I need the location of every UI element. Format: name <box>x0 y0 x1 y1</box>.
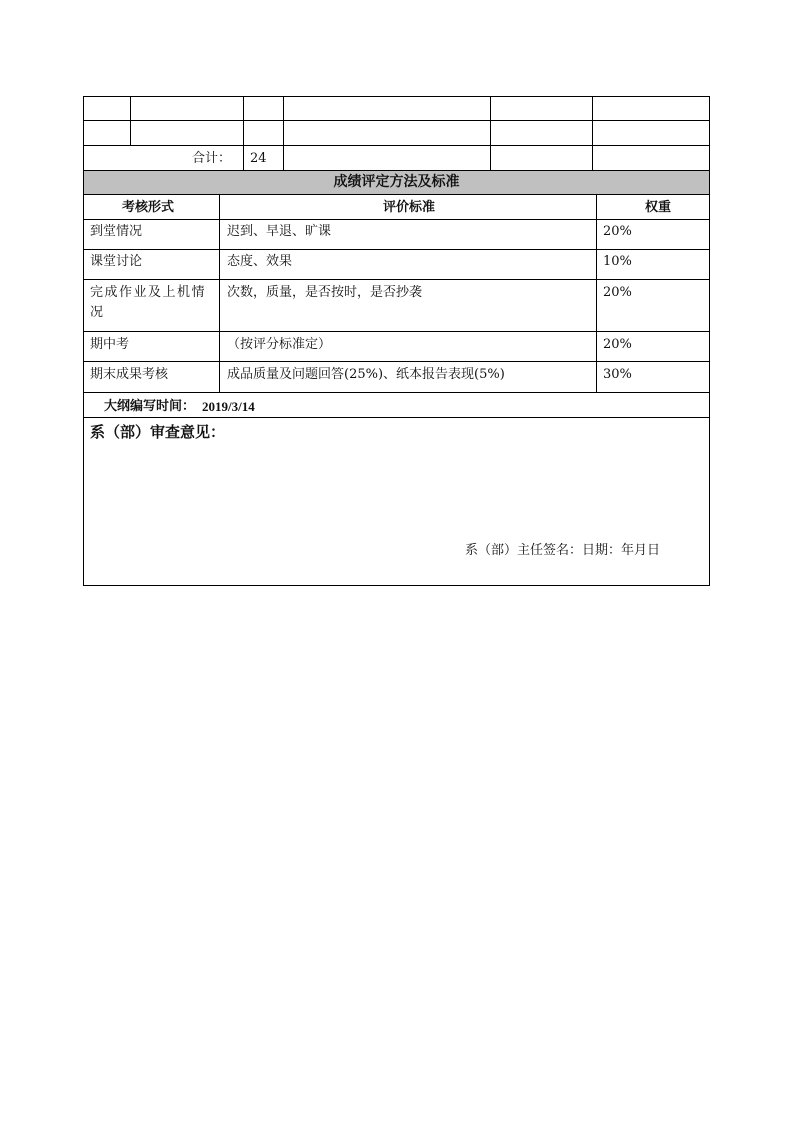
row-weight: 10% <box>603 254 632 269</box>
row-criteria: （按评分标准定） <box>227 337 332 352</box>
row-divider <box>83 279 710 280</box>
row-divider <box>83 392 710 393</box>
row-divider <box>83 361 710 362</box>
row-form: 到堂情况 <box>90 224 143 239</box>
col-divider <box>219 194 220 392</box>
col-divider <box>490 96 491 170</box>
row-form: 况 <box>90 305 104 320</box>
row-criteria: 态度、效果 <box>227 254 293 269</box>
row-divider <box>83 120 710 121</box>
col-divider <box>243 96 244 170</box>
row-divider <box>83 417 710 418</box>
row-weight: 30% <box>603 367 632 382</box>
column-header-criteria: 评价标准 <box>383 200 436 215</box>
compile-time-value: 2019/3/14 <box>202 399 255 414</box>
signature-line: 系（部）主任签名：日期：年月日 <box>465 543 661 558</box>
row-divider <box>83 194 710 195</box>
row-weight: 20% <box>603 337 632 352</box>
col-divider <box>283 96 284 170</box>
assessment-title: 成绩评定方法及标准 <box>84 171 709 194</box>
row-divider <box>83 219 710 220</box>
row-divider <box>83 331 710 332</box>
row-form: 期中考 <box>90 337 130 352</box>
col-divider <box>130 96 131 145</box>
row-form: 课堂讨论 <box>90 254 143 269</box>
row-form: 完成作业及上机情 <box>90 285 207 300</box>
review-heading: 系（部）审查意见： <box>90 423 226 441</box>
column-header-form: 考核形式 <box>122 200 175 215</box>
row-criteria: 次数，质量，是否按时，是否抄袭 <box>227 285 423 300</box>
col-divider <box>596 194 597 392</box>
row-weight: 20% <box>603 285 632 300</box>
row-form: 期末成果考核 <box>90 367 169 382</box>
row-divider <box>83 249 710 250</box>
total-label: 合计： <box>192 151 232 166</box>
col-divider <box>592 96 593 170</box>
row-criteria: 成品质量及问题回答(25%)、纸本报告表现(5%) <box>227 367 505 382</box>
row-divider <box>83 145 710 146</box>
column-header-weight: 权重 <box>645 200 672 215</box>
total-value: 24 <box>250 151 267 166</box>
row-weight: 20% <box>603 224 632 239</box>
compile-time-label: 大纲编写时间： <box>104 399 196 414</box>
row-criteria: 迟到、早退、旷课 <box>227 224 332 239</box>
